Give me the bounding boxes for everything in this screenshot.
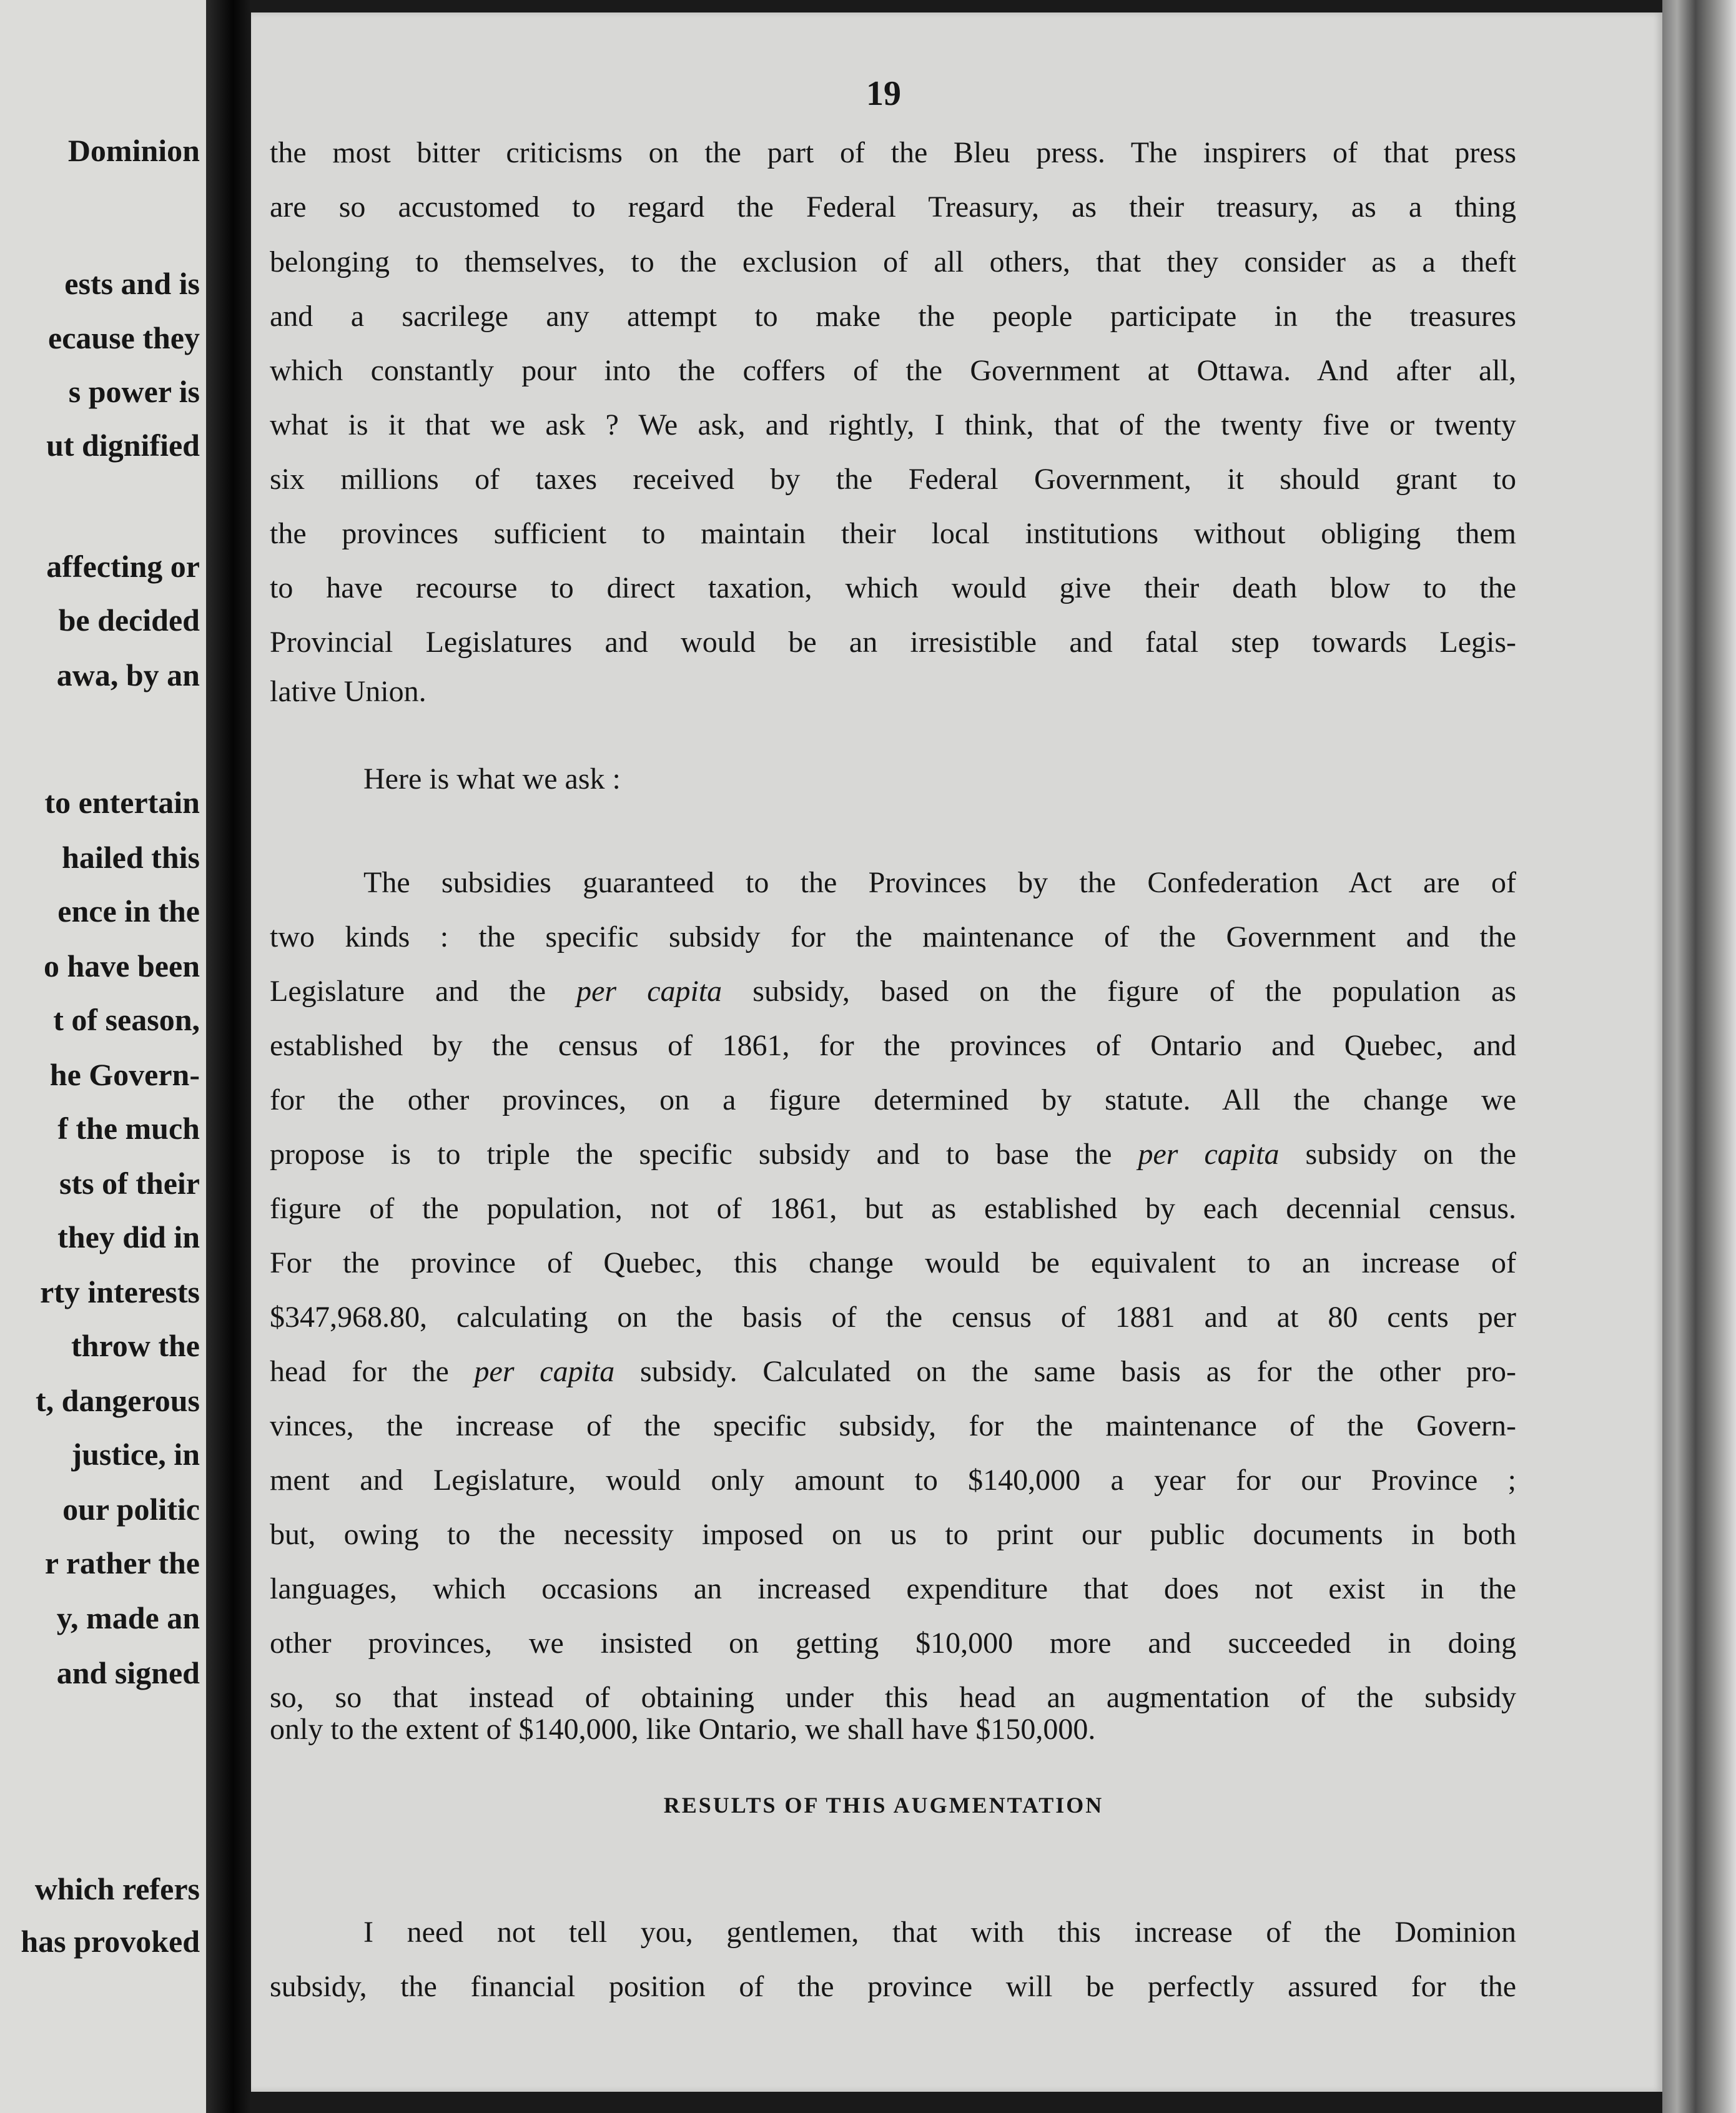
text-line: the most bitter criticisms on the part of the Bleu press. The inspirers of that press [270, 136, 1516, 169]
text-line: but, owing to the necessity imposed on us to print our public documents in both [270, 1518, 1516, 1551]
left-line: ut dignified [46, 428, 200, 463]
left-line: Dominion [67, 133, 200, 168]
text-line: what is it that we ask ? We ask, and rightly, I think, that of the twenty five or twenty [270, 408, 1516, 441]
text-line: Provincial Legislatures and would be an irresistible and fatal step towards Legis- [270, 626, 1516, 659]
left-line: y, made an [56, 1600, 200, 1635]
text-line: figure of the population, not of 1861, but as established by each decennial census. [270, 1192, 1516, 1225]
text-segment: subsidy on the [1279, 1138, 1517, 1171]
left-line: rty interests [40, 1274, 200, 1309]
text-line: are so accustomed to regard the Federal Treasury, as their treasury, as a thing [270, 190, 1516, 224]
page-number: 19 [866, 74, 901, 113]
left-line: t, dangerous [35, 1383, 200, 1418]
left-line: hailed this [62, 840, 200, 875]
text-line: for the other provinces, on a figure determined by statute. All the change we [270, 1083, 1516, 1116]
text-line: only to the extent of $140,000, like Ontario, we shall have $150,000. [270, 1713, 1096, 1746]
left-line: awa, by an [56, 658, 200, 692]
text-line: The subsidies guaranteed to the Provinces by the Confederation Act are of [363, 866, 1516, 899]
left-line: t of season, [53, 1002, 200, 1037]
left-page-fragment [0, 0, 206, 2113]
text-line: vinces, the increase of the specific subsidy, for the maintenance of the Govern- [270, 1409, 1516, 1442]
left-line: o have been [44, 948, 200, 983]
text-line: to have recourse to direct taxation, which would give their death blow to the [270, 571, 1516, 604]
left-line: to entertain [44, 785, 200, 820]
italic-text: per capita [576, 975, 723, 1008]
text-line: subsidy, the financial position of the province will be perfectly assured for the [270, 1970, 1516, 2003]
italic-text: per capita [1138, 1138, 1280, 1171]
left-line: throw the [71, 1328, 200, 1363]
left-line: be decided [58, 603, 200, 638]
text-line: $347,968.80, calculating on the basis of the census of 1881 and at 80 cents per [270, 1301, 1516, 1334]
text-line: other provinces, we insisted on getting $10,000 more and succeeded in doing [270, 1627, 1516, 1660]
left-line: has provoked [21, 1924, 200, 1959]
left-line: ests and is [64, 266, 200, 301]
left-line: our politic [62, 1492, 200, 1527]
text-line: the provinces sufficient to maintain their local institutions without obliging them [270, 517, 1516, 550]
left-line: s power is [68, 374, 200, 409]
text-line: Here is what we ask : [363, 762, 621, 795]
text-line: and a sacrilege any attempt to make the people participate in the treasures [270, 300, 1516, 333]
text-line: lative Union. [270, 675, 427, 708]
text-line [270, 1136, 1516, 1173]
left-line: affecting or [46, 549, 200, 584]
italic-text: per capita [474, 1355, 615, 1388]
section-heading: RESULTS OF THIS AUGMENTATION [663, 1793, 1104, 1818]
text-line: so, so that instead of obtaining under this head an augmentation of the subsidy [270, 1681, 1516, 1714]
text-line: six millions of taxes received by the Federal Government, it should grant to [270, 463, 1516, 496]
text-line: languages, which occasions an increased expenditure that does not exist in the [270, 1572, 1516, 1605]
left-line: sts of their [59, 1166, 200, 1201]
text-line: established by the census of 1861, for the provinces of Ontario and Quebec, and [270, 1029, 1516, 1062]
left-line: which refers [34, 1871, 200, 1906]
left-line: ecause they [48, 320, 200, 355]
left-line: they did in [57, 1219, 200, 1254]
text-line [270, 973, 1516, 1010]
text-line: which constantly pour into the coffers of the Government at Ottawa. And after all, [270, 354, 1516, 387]
left-line: f the much [57, 1111, 200, 1146]
text-line: ment and Legislature, would only amount to $140,000 a year for our Province ; [270, 1464, 1516, 1497]
text-line [270, 1353, 1516, 1391]
text-line: I need not tell you, gentlemen, that with this increase of the Dominion [363, 1916, 1516, 1949]
text-line: belonging to themselves, to the exclusion of all others, that they consider as a theft [270, 245, 1516, 278]
text-segment: subsidy, based on the figure of the population as [722, 975, 1517, 1008]
text-segment: propose is to triple the specific subsidy and to base the [270, 1138, 1138, 1171]
text-segment: Legislature and the [270, 975, 577, 1008]
left-line: ence in the [57, 894, 200, 928]
left-line: r rather the [44, 1545, 200, 1580]
text-line: two kinds : the specific subsidy for the maintenance of the Government and the [270, 920, 1516, 953]
left-line: justice, in [71, 1437, 200, 1472]
left-line: and signed [56, 1655, 200, 1690]
text-segment: subsidy. Calculated on the same basis as for the other pro- [614, 1355, 1516, 1388]
book-gutter [206, 0, 251, 2113]
page-edges [1662, 0, 1736, 2113]
text-line: For the province of Quebec, this change would be equivalent to an increase of [270, 1246, 1516, 1279]
left-line: he Govern- [49, 1057, 200, 1092]
text-segment: head for the [270, 1355, 475, 1388]
